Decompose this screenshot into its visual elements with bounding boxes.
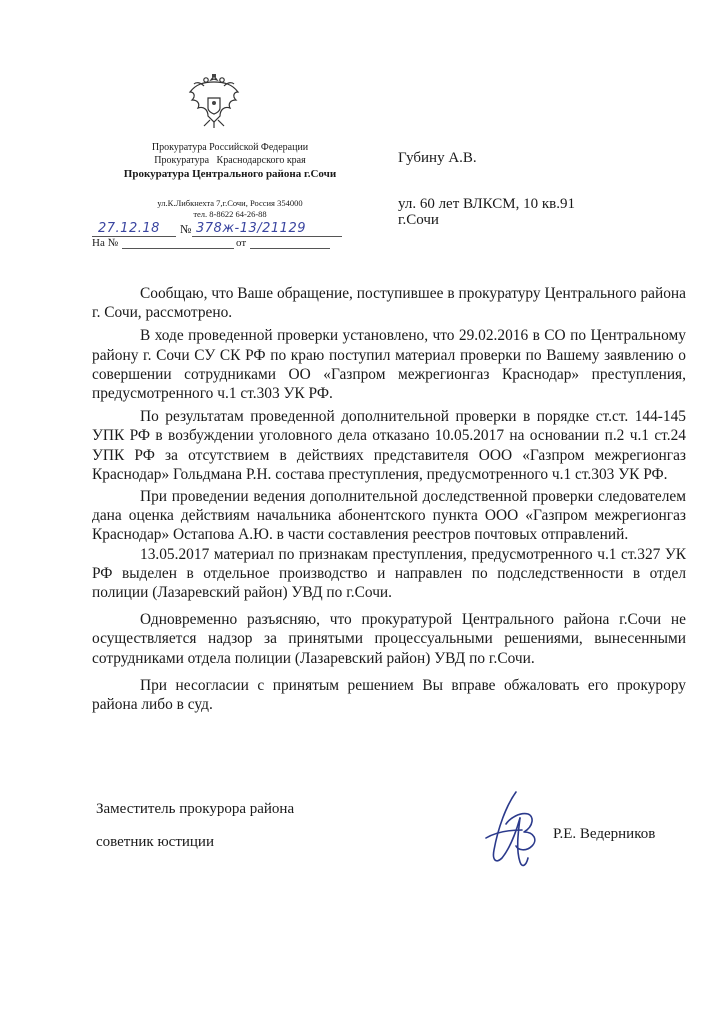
paragraph-4: При проведении ведения дополнительной доследственной проверки следователем дана оценка действиям начальника абонентского пункта ООО «Газпром межрегионгаз Краснодар» Остапова А.Ю. в части составления реестров почтовых отправлений. xyxy=(92,488,686,544)
paragraph-6: Одновременно разъясняю, что прокуратурой Центрального района г.Сочи не осуществляется надзор за принятыми процессуальными решениями, вынесенными сотрудниками отдела полиции (Лазаревский район) УВД по г.Сочи. xyxy=(92,611,686,667)
signatory-position: Заместитель прокурора района xyxy=(96,801,295,817)
paragraph-1: Сообщаю, что Ваше обращение, поступившее в прокуратуру Центрального района г. Сочи, рассмотрено. xyxy=(92,285,686,322)
org-phone: тел. 8-8622 64-26-88 xyxy=(193,209,267,219)
org-line-district: Прокуратура Центрального района г.Сочи xyxy=(123,168,337,180)
number-label: № xyxy=(180,222,192,236)
ref-prefix: На № xyxy=(92,237,119,249)
letter-body xyxy=(92,284,686,716)
ref-number-line xyxy=(122,248,234,249)
org-line-federation: Прокуратура Российской Федерации xyxy=(151,142,309,153)
signatory-rank: советник юстиции xyxy=(96,834,214,850)
handwritten-date: 27.12.18 xyxy=(98,221,160,236)
outgoing-number-row xyxy=(92,222,344,238)
paragraph-7: При несогласии с принятым решением Вы вправе обжаловать его прокурору района либо в суд. xyxy=(92,676,686,714)
ref-date-line xyxy=(250,248,330,249)
paragraph-5: 13.05.2017 материал по признакам преступления, предусмотренного ч.1 ст.327 УК РФ выделен в отдельное производство и направлен по подследственности в отдел полиции (Лазаревский район) УВД по г.Сочи. xyxy=(92,545,686,602)
recipient-name: Губину А.В. xyxy=(398,150,477,166)
ref-date-label: от xyxy=(236,237,247,249)
paragraph-3: По результатам проведенной дополнительной проверки в порядке ст.ст. 144-145 УПК РФ в возбуждении уголовного дела отказано 10.05.2017 на основании п.2 ч.1 ст.24 УПК РФ за отсутствием в действиях представителя ООО «Газпром межрегионгаз Краснодар» Гольдмана Р.Н. состава преступления, предусмотренного ч.1 ст.303 УК РФ. xyxy=(92,408,686,483)
handwritten-signature xyxy=(476,788,552,872)
org-line-region: Прокуратура Краснодарского края xyxy=(154,155,306,166)
handwritten-number: 378ж-13/21129 xyxy=(196,221,306,236)
signatory-name: Р.Е. Ведерников xyxy=(553,826,656,842)
reference-row xyxy=(92,237,337,251)
recipient-street: ул. 60 лет ВЛКСМ, 10 кв.91 xyxy=(398,196,575,212)
header-block xyxy=(100,141,360,181)
org-address: ул.К.Либкнехта 7,г.Сочи, Россия 354000 xyxy=(157,198,303,208)
paragraph-2: В ходе проведенной проверки установлено, что 29.02.2016 в СО по Центральному району г. Сочи СУ СК РФ по краю поступил материал проверки по Вашему заявлению о совершении сотрудниками ОО «Газпром межрегионгаз Краснодар» преступления, предусмотренного ч.1 ст.303 УК РФ. xyxy=(92,327,686,403)
recipient-city: г.Сочи xyxy=(398,212,439,228)
coat-of-arms-emblem-icon xyxy=(186,70,242,130)
